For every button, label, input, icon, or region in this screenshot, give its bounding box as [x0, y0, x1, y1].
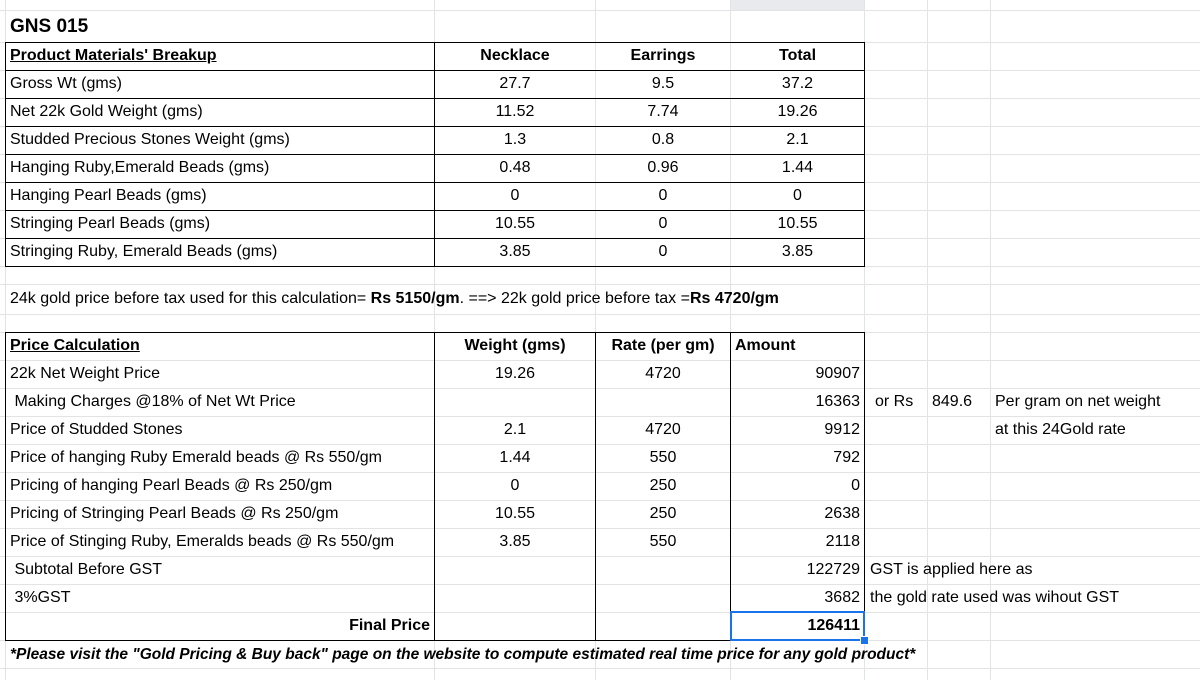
materials-row-necklace[interactable]: 10.55 [494, 215, 536, 232]
border [5, 266, 865, 267]
materials-row-total[interactable]: 10.55 [777, 215, 818, 232]
final-price-label[interactable]: Final Price [349, 617, 430, 634]
materials-row-total[interactable]: 19.26 [777, 103, 818, 120]
materials-row-necklace[interactable]: 27.7 [499, 75, 531, 92]
price-row-weight[interactable]: 3.85 [499, 533, 531, 550]
materials-row-earrings[interactable]: 7.74 [647, 103, 679, 120]
price-row-amount[interactable]: 90907 [815, 365, 860, 382]
price-row-label[interactable]: Price of Studded Stones [10, 421, 183, 438]
price-row-rate[interactable] [596, 556, 730, 584]
border [864, 42, 865, 267]
materials-row-necklace[interactable]: 1.3 [503, 131, 527, 148]
materials-row-label[interactable]: Gross Wt (gms) [10, 75, 122, 92]
gridline [0, 10, 1200, 11]
materials-row-earrings[interactable]: 0.8 [651, 131, 675, 148]
gold-note-22k-rate: Rs 4720/gm [689, 290, 779, 307]
materials-row-total[interactable]: 3.85 [781, 243, 814, 260]
price-row-label[interactable]: Subtotal Before GST [10, 561, 163, 578]
materials-header-total[interactable]: Total [778, 47, 817, 64]
price-row-label[interactable]: Pricing of Stringing Pearl Beads @ Rs 250/gm [10, 505, 339, 522]
gold-note-24k-rate: Rs 5150/gm [370, 290, 460, 307]
price-row-rate[interactable]: 550 [649, 449, 677, 466]
price-row-amount[interactable]: 122729 [806, 561, 860, 578]
footer-note[interactable]: *Please visit the "Gold Pricing & Buy back" page on the website to compute estimated real time price for any gold product* [10, 646, 916, 663]
gst-note-line2[interactable]: the gold rate used was wihout GST [870, 589, 1120, 606]
price-row-rate[interactable] [596, 584, 730, 612]
making-or-rs-note[interactable]: or Rs [875, 393, 914, 410]
materials-row-necklace[interactable]: 0 [510, 187, 520, 204]
materials-row-necklace[interactable]: 0.48 [499, 159, 531, 176]
making-per-gram-rate[interactable]: 849.6 [932, 393, 973, 410]
price-row-label[interactable]: Price of hanging Ruby Emerald beads @ Rs 550/gm [10, 449, 382, 466]
price-row-amount[interactable]: 3682 [824, 589, 860, 606]
gridline [0, 314, 1200, 315]
materials-row-label[interactable]: Stringing Pearl Beads (gms) [10, 215, 211, 232]
selected-column-highlight [731, 0, 864, 10]
price-row-amount[interactable]: 792 [833, 449, 860, 466]
materials-row-label[interactable]: Studded Precious Stones Weight (gms) [10, 131, 290, 148]
materials-row-earrings[interactable]: 9.5 [651, 75, 675, 92]
materials-row-necklace[interactable]: 3.85 [499, 243, 531, 260]
materials-header-label[interactable]: Product Materials' Breakup [10, 47, 217, 64]
price-row-rate[interactable]: 250 [649, 505, 677, 522]
price-row-rate[interactable]: 250 [649, 477, 677, 494]
materials-row-earrings[interactable]: 0.96 [647, 159, 679, 176]
per-gram-note-line2[interactable]: at this 24Gold rate [995, 421, 1126, 438]
materials-row-label[interactable]: Net 22k Gold Weight (gms) [10, 103, 203, 120]
materials-row-earrings[interactable]: 0 [658, 215, 668, 232]
price-row-label[interactable]: Making Charges @18% of Net Wt Price [10, 393, 296, 410]
materials-row-total[interactable]: 0 [793, 187, 802, 204]
price-row-amount[interactable]: 2638 [824, 505, 860, 522]
materials-row-label[interactable]: Hanging Pearl Beads (gms) [10, 187, 207, 204]
price-row-weight[interactable]: 19.26 [494, 365, 536, 382]
price-header-rate[interactable]: Rate (per gm) [611, 337, 715, 354]
materials-header-necklace[interactable]: Necklace [480, 47, 550, 64]
price-row-label[interactable]: 3%GST [10, 589, 71, 606]
price-row-rate[interactable]: 4720 [645, 421, 681, 438]
per-gram-note-line1[interactable]: Per gram on net weight [995, 393, 1161, 410]
sheet-title[interactable]: GNS 015 [10, 16, 89, 37]
price-header-label[interactable]: Price Calculation [10, 337, 140, 354]
materials-row-total[interactable]: 37.2 [781, 75, 814, 92]
gold-price-note[interactable] [6, 285, 886, 313]
price-row-weight[interactable] [435, 388, 595, 416]
price-row-amount[interactable]: 9912 [824, 421, 860, 438]
price-header-amount[interactable]: Amount [735, 337, 796, 354]
price-row-amount[interactable]: 16363 [815, 393, 860, 410]
materials-header-earrings[interactable]: Earrings [630, 47, 696, 64]
gold-note-text-1: 24k gold price before tax used for this calculation= [10, 290, 371, 307]
materials-row-necklace[interactable]: 11.52 [495, 103, 535, 120]
price-row-amount[interactable]: 2118 [825, 533, 860, 550]
price-row-weight[interactable] [435, 584, 595, 612]
price-row-rate[interactable]: 550 [649, 533, 677, 550]
price-row-rate[interactable]: 4720 [645, 365, 681, 382]
price-row-weight[interactable]: 10.55 [494, 505, 536, 522]
materials-row-total[interactable]: 2.1 [786, 131, 809, 148]
gold-note-text-2: . ==> 22k gold price before tax = [459, 290, 690, 307]
price-row-weight[interactable] [435, 556, 595, 584]
gst-note-line1[interactable]: GST is applied here as [870, 561, 1033, 578]
materials-row-label[interactable]: Stringing Ruby, Emerald Beads (gms) [10, 243, 278, 260]
materials-row-label[interactable]: Hanging Ruby,Emerald Beads (gms) [10, 159, 270, 176]
materials-row-total[interactable]: 1.44 [781, 159, 814, 176]
materials-row-earrings[interactable]: 0 [658, 187, 668, 204]
selected-cell-outline [730, 611, 865, 641]
price-row-label[interactable]: Price of Stinging Ruby, Emeralds beads @ Rs 550/gm [10, 533, 395, 550]
final-price-value[interactable]: 126411 [807, 617, 860, 634]
price-row-weight[interactable]: 0 [510, 477, 520, 494]
price-row-weight[interactable]: 2.1 [503, 421, 527, 438]
price-row-label[interactable]: 22k Net Weight Price [10, 365, 160, 382]
price-row-label[interactable]: Pricing of hanging Pearl Beads @ Rs 250/gm [10, 477, 333, 494]
price-row-rate[interactable] [596, 388, 730, 416]
price-header-weight[interactable]: Weight (gms) [464, 337, 566, 354]
price-row-weight[interactable]: 1.44 [499, 449, 531, 466]
price-row-amount[interactable]: 0 [851, 477, 860, 494]
border [864, 332, 865, 641]
materials-row-earrings[interactable]: 0 [658, 243, 668, 260]
